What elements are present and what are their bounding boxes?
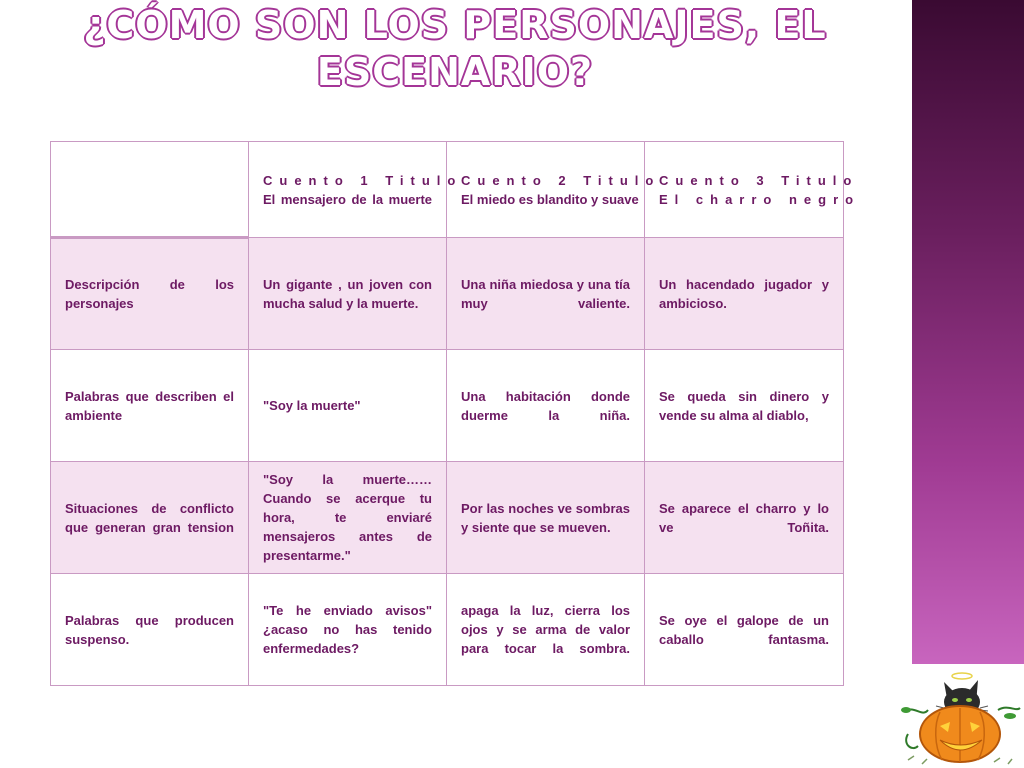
table-row-conflict bbox=[51, 462, 844, 574]
header-cell-story-1 bbox=[249, 142, 463, 238]
table-cell: Un gigante , un joven con mucha salud y la muerte. bbox=[249, 238, 447, 350]
table-cell: "Soy la muerte" bbox=[249, 350, 447, 462]
table-cell: "Te he enviado avisos" ¿acaso no has tenido enfermedades? bbox=[249, 574, 447, 686]
slide-title bbox=[40, 2, 870, 96]
header-story-2-number: Cuento 2 Titulo bbox=[461, 172, 661, 188]
table-cell: Una habitación donde duerme la niña. bbox=[447, 350, 645, 462]
row-label: Descripción de los personajes bbox=[51, 238, 249, 350]
header-story-1-number: Cuento 1 Titulo bbox=[263, 172, 463, 188]
row-label: Palabras que producen suspenso. bbox=[51, 574, 249, 686]
header-story-3-number: Cuento 3 Titulo bbox=[659, 172, 859, 188]
table-cell: Una niña miedosa y una tía muy valiente. bbox=[447, 238, 645, 350]
row-label: Situaciones de conflicto que generan gran tension bbox=[51, 462, 249, 574]
table-cell: Un hacendado jugador y ambicioso. bbox=[645, 238, 844, 350]
table-cell: Se queda sin dinero y vende su alma al diablo, bbox=[645, 350, 844, 462]
table-cell: Se oye el galope de un caballo fantasma. bbox=[645, 574, 844, 686]
header-story-3-title: El charro negro bbox=[659, 191, 861, 207]
title-line-1: ¿CÓMO SON LOS PERSONAJES, EL bbox=[83, 3, 827, 47]
table-cell: "Soy la muerte…… Cuando se acerque tu hora, te enviaré mensajeros antes de presentarme." bbox=[249, 462, 447, 574]
table-cell: Por las noches ve sombras y siente que se mueven. bbox=[447, 462, 645, 574]
row-label: Palabras que describen el ambiente bbox=[51, 350, 249, 462]
table-cell: apaga la luz, cierra los ojos y se arma de valor para tocar la sombra. bbox=[447, 574, 645, 686]
table-header-row bbox=[51, 142, 844, 238]
story-comparison-table bbox=[50, 141, 861, 686]
header-cell-story-3 bbox=[645, 142, 861, 238]
header-cell-story-2 bbox=[447, 142, 661, 238]
header-story-1-title: El mensajero de la muerte bbox=[263, 191, 432, 207]
pumpkin-with-black-cat-icon bbox=[898, 664, 1024, 768]
table-row-setting bbox=[51, 350, 844, 462]
side-decor-band bbox=[912, 0, 1024, 664]
table-row-suspense bbox=[51, 574, 844, 686]
header-story-2-title: El miedo es blandito y suave bbox=[461, 191, 639, 207]
table-cell: Se aparece el charro y lo ve Toñita. bbox=[645, 462, 844, 574]
header-empty-cell bbox=[51, 142, 249, 238]
table-row-characters bbox=[51, 238, 844, 350]
title-line-2: ESCENARIO? bbox=[316, 50, 594, 94]
